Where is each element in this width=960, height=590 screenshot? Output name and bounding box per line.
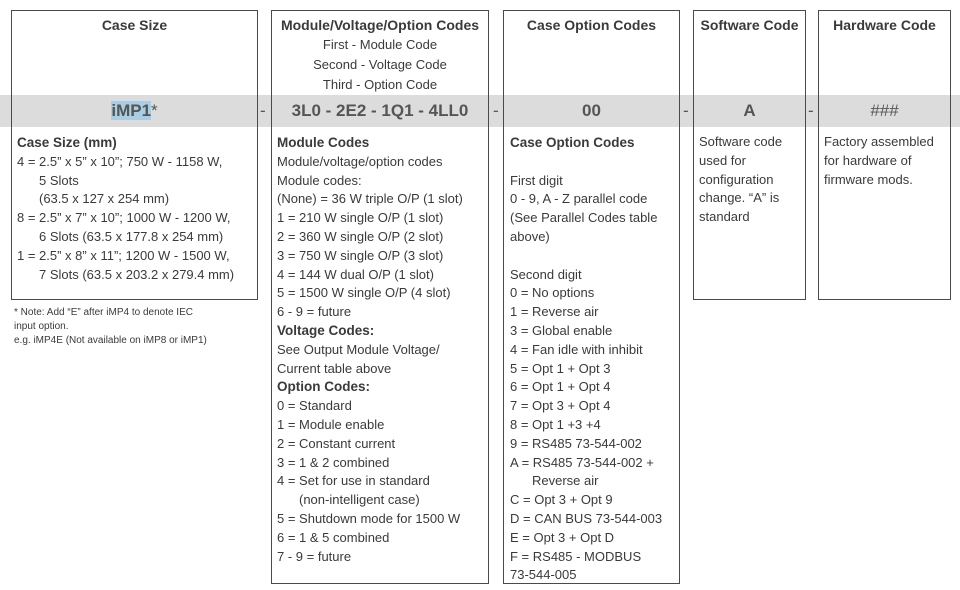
case-size-header: Case Size <box>101 17 168 33</box>
second-digit-line: 1 = Reverse air <box>510 304 599 320</box>
module-line: 5 = 1500 W single O/P (4 slot) <box>277 285 451 301</box>
software-line: change. “A” is <box>699 190 780 206</box>
note-line: e.g. iMP4E (Not available on iMP8 or iMP1) <box>14 335 207 346</box>
note-line: input option. <box>14 321 69 332</box>
second-digit-line: Second digit <box>510 266 582 282</box>
option-line: 3 = 1 & 2 combined <box>277 454 390 470</box>
module-line: (None) = 36 W triple O/P (1 slot) <box>277 191 463 207</box>
option-line: 5 = Shutdown mode for 1500 W <box>277 510 461 526</box>
case-size-code <box>11 95 258 127</box>
case-size-line: (63.5 x 127 x 254 mm) <box>39 191 170 207</box>
module-line: 2 = 360 W single O/P (2 slot) <box>277 228 444 244</box>
hardware-line: Factory assembled <box>824 134 934 149</box>
second-digit-line: C = Opt 3 + Opt 9 <box>510 492 613 508</box>
module-subheader-first: First - Module Code <box>322 37 438 52</box>
case-size-note <box>14 306 207 348</box>
second-digit-line: F = RS485 - MODBUS <box>510 548 642 564</box>
second-digit-line: 7 = Opt 3 + Opt 4 <box>510 398 611 414</box>
option-codes-heading: Option Codes: <box>277 379 370 395</box>
case-option-header: Case Option Codes <box>526 17 657 33</box>
case-size-code-value: iMP1 <box>111 101 152 120</box>
second-digit-line: 9 = RS485 73-544-002 <box>510 435 642 451</box>
option-line: 2 = Constant current <box>277 435 396 451</box>
case-size-line: 6 Slots (63.5 x 177.8 x 254 mm) <box>39 228 224 244</box>
second-digit-line: D = CAN BUS 73-544-003 <box>510 510 663 526</box>
second-digit-line: 5 = Opt 1 + Opt 3 <box>510 360 611 376</box>
case-size-heading: Case Size (mm) <box>17 135 117 150</box>
module-subheader-third: Third - Option Code <box>322 77 438 92</box>
option-line: 4 = Set for use in standard <box>277 473 430 489</box>
first-digit-line: above) <box>510 228 550 244</box>
second-digit-line: Reverse air <box>532 473 599 489</box>
module-details <box>277 134 463 566</box>
hardware-line: for hardware of <box>824 152 912 168</box>
case-option-details <box>510 134 662 585</box>
note-line: * Note: Add “E” after iMP4 to denote IEC <box>14 307 193 318</box>
module-code: 3L0 - 2E2 - 1Q1 - 4LL0 <box>291 101 469 120</box>
case-option-code: 00 <box>582 101 601 120</box>
voltage-line: Current table above <box>277 360 392 376</box>
module-line: 1 = 210 W single O/P (1 slot) <box>277 210 444 226</box>
spacer <box>510 247 662 266</box>
module-line: 6 - 9 = future <box>277 304 352 320</box>
spacer <box>510 153 662 172</box>
option-line: (non-intelligent case) <box>299 492 420 508</box>
software-line: used for <box>699 152 746 168</box>
hardware-details <box>824 133 934 189</box>
hardware-header: Hardware Code <box>833 17 936 33</box>
module-line: 3 = 750 W single O/P (3 slot) <box>277 247 444 263</box>
hardware-code: ### <box>870 101 899 120</box>
option-line: 0 = Standard <box>277 398 352 414</box>
separator-1: - <box>260 101 266 120</box>
case-size-code-asterisk: * <box>151 101 158 120</box>
second-digit-line: 73-544-005 <box>510 567 577 583</box>
option-line: 7 - 9 = future <box>277 548 352 564</box>
case-size-line: 1 = 2.5” x 8” x 11”; 1200 W - 1500 W, <box>17 247 230 263</box>
case-size-line: 8 = 2.5” x 7” x 10”; 1000 W - 1200 W, <box>17 210 231 226</box>
case-size-line: 5 Slots <box>39 172 79 188</box>
module-line: Module/voltage/option codes <box>277 153 443 169</box>
first-digit-line: (See Parallel Codes table <box>510 210 658 226</box>
module-line: 4 = 144 W dual O/P (1 slot) <box>277 266 434 282</box>
separator-3: - <box>683 101 689 120</box>
separator-2: - <box>493 101 499 120</box>
option-line: 1 = Module enable <box>277 416 385 432</box>
software-line: configuration <box>699 171 774 187</box>
software-code: A <box>743 101 756 120</box>
first-digit-line: First digit <box>510 172 563 188</box>
module-subheader-second: Second - Voltage Code <box>313 57 447 72</box>
module-codes-heading: Module Codes <box>277 135 370 150</box>
case-size-line: 7 Slots (63.5 x 203.2 x 279.4 mm) <box>39 266 235 282</box>
software-details <box>699 133 782 227</box>
second-digit-line: 4 = Fan idle with inhibit <box>510 341 643 357</box>
second-digit-line: A = RS485 73-544-002 + <box>510 454 654 470</box>
option-line: 6 = 1 & 5 combined <box>277 529 390 545</box>
second-digit-line: 0 = No options <box>510 285 595 301</box>
second-digit-line: 6 = Opt 1 + Opt 4 <box>510 379 611 395</box>
software-line: standard <box>699 209 750 225</box>
case-size-line: 4 = 2.5” x 5” x 10”; 750 W - 1158 W, <box>17 153 223 169</box>
software-line: Software code <box>699 134 783 149</box>
case-size-details <box>17 134 234 284</box>
software-header: Software Code <box>700 17 799 33</box>
first-digit-line: 0 - 9, A - Z parallel code <box>510 191 648 207</box>
separator-4: - <box>808 101 814 120</box>
voltage-line: See Output Module Voltage/ <box>277 341 440 357</box>
second-digit-line: 3 = Global enable <box>510 322 613 338</box>
hardware-line: firmware mods. <box>824 171 913 187</box>
second-digit-line: 8 = Opt 1 +3 +4 <box>510 416 601 432</box>
voltage-codes-heading: Voltage Codes: <box>277 322 375 338</box>
module-header: Module/Voltage/Option Codes <box>280 17 480 33</box>
second-digit-line: E = Opt 3 + Opt D <box>510 529 615 545</box>
module-line: Module codes: <box>277 172 362 188</box>
case-option-heading: Case Option Codes <box>510 135 635 150</box>
